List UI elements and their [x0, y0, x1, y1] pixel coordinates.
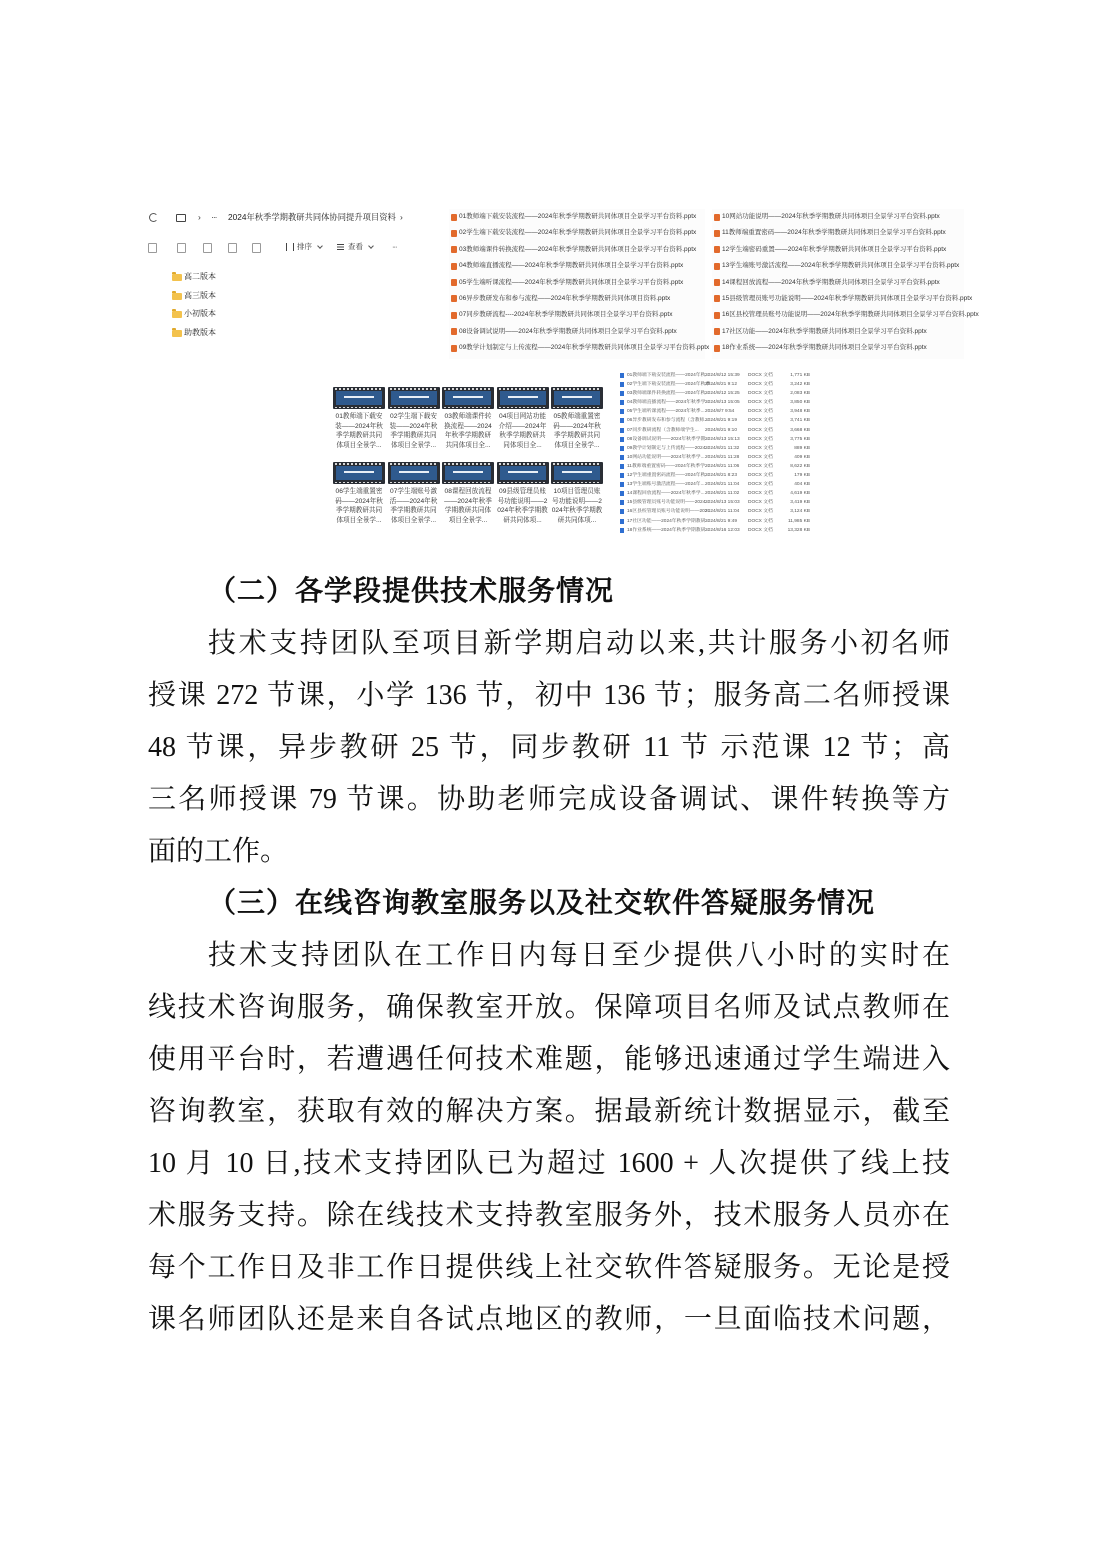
file-name: 09教学计划制定与上传流程——2024年秋季学期教研共同体项目全景学习平台资料.pptx	[459, 344, 710, 352]
paragraph-line: 每个工作日及非工作日提供线上社交软件答疑服务。无论是授	[148, 1252, 950, 1283]
file-item[interactable]	[449, 242, 705, 258]
pptx-file-icon	[451, 279, 457, 286]
paragraph-line: 三名师授课 79 节课。协助老师完成设备调试、课件转换等方	[148, 784, 950, 815]
file-type: DOCX 文档	[748, 373, 773, 378]
modified-date: 2024/8/16 12:03	[705, 527, 740, 533]
file-item[interactable]	[712, 307, 979, 323]
folder-list	[172, 268, 292, 343]
paragraph-line: 线技术咨询服务，确保教室开放。保障项目名师及试点教师在	[148, 992, 950, 1023]
file-size: 3,775 KB	[790, 436, 810, 442]
docx-details-list	[617, 371, 817, 537]
file-item[interactable]	[712, 324, 964, 340]
file-name: 08设备调试说明——2024年秋季学期教研共同体项目全景学习平台资料.pptx	[459, 327, 677, 335]
folder-icon	[172, 293, 182, 300]
modified-date: 2024/8/21 11:04	[705, 509, 740, 515]
docx-file-icon	[620, 418, 624, 423]
modified-date: 2024/8/7 9:54	[705, 409, 735, 415]
video-item[interactable]	[388, 462, 440, 537]
video-thumbnail[interactable]	[497, 462, 549, 484]
file-type: DOCX 文档	[748, 436, 773, 442]
table-row[interactable]	[617, 471, 817, 480]
file-item[interactable]	[712, 225, 964, 241]
file-name: 16区县校管理员账号功能说明——202...	[627, 509, 712, 515]
pptx-file-icon	[714, 230, 720, 237]
video-file-name: 05教师端重置密码——2024年秋季学期教研共同体项目全景学...	[553, 413, 601, 449]
paragraph-line: 48 节课，异步教研 25 节，同步教研 11 节 示范课 12 节；高	[148, 732, 950, 763]
file-name: 06异步教研发布和参与流程（含教师...	[627, 418, 709, 424]
file-size: 2,083 KB	[790, 391, 810, 397]
file-type: DOCX 文档	[748, 509, 773, 515]
pptx-file-icon	[451, 328, 457, 335]
table-row[interactable]	[617, 435, 817, 444]
video-thumbnail[interactable]	[442, 462, 494, 484]
slide-preview	[500, 466, 546, 480]
table-row[interactable]	[617, 480, 817, 489]
folder-name: 高三版本	[184, 290, 216, 300]
modified-date: 2024/8/21 11:02	[705, 491, 740, 497]
video-thumbnail[interactable]	[388, 387, 440, 409]
file-name: 10网站功能说明——2024年秋季学...	[627, 454, 705, 460]
slide-preview	[554, 466, 600, 480]
file-type: DOCX 文档	[748, 409, 773, 415]
modified-date: 2024/8/13 15:13	[705, 436, 740, 442]
docx-file-icon	[620, 400, 624, 405]
file-name: 18作业系统——2024年秋季学期教研共同体项目全景学习平台资料.pptx	[722, 344, 927, 352]
folder-name: 助教版本	[184, 328, 216, 338]
table-row[interactable]	[617, 517, 817, 526]
video-item[interactable]	[442, 462, 494, 537]
modified-date: 2024/8/13 15:03	[705, 500, 740, 506]
file-name: 09教学计划制定与上传流程——2024...	[627, 445, 710, 451]
video-item[interactable]	[497, 462, 549, 537]
file-name: 01教师端下载安装流程——2024年秋季学期教研共同体项目全景学习平台资料.pptx	[459, 213, 697, 220]
file-explorer-screenshot	[145, 205, 427, 355]
file-name: 11教师端重置密码——2024年秋季学期教研共同体项目全景学习平台资料.pptx	[722, 229, 946, 237]
folder-item[interactable]	[172, 305, 292, 324]
docx-file-icon	[620, 391, 624, 396]
paragraph-line: 咨询教室，获取有效的解决方案。据最新统计数据显示，截至	[148, 1096, 950, 1127]
file-size: 13,328 KB	[787, 527, 810, 533]
file-name: 07同步教研流程（含教师端学生...	[627, 427, 699, 433]
file-name: 07同步教研流程----2024年秋季学期教研共同体项目全景学习平台资料.pptx	[459, 311, 673, 319]
file-item[interactable]	[712, 275, 964, 291]
folder-item[interactable]	[172, 324, 292, 343]
slide-preview	[391, 466, 437, 480]
pptx-file-icon	[451, 214, 457, 221]
slide-preview	[336, 391, 382, 405]
video-file-name: 08课程回放流程——2024年秋季学期教研共同体项目全景学...	[444, 488, 492, 524]
section-heading: （三）在线咨询教室服务以及社交软件答疑服务情况	[208, 888, 876, 919]
file-size: 889 KB	[794, 445, 810, 451]
file-name: 05学生端听课流程——2024年秋季学期教研共同体项目全景学习平台资料.pptx	[459, 278, 684, 286]
table-row[interactable]	[617, 380, 817, 389]
pptx-file-icon	[714, 214, 720, 221]
chevron-down-icon[interactable]	[368, 243, 374, 249]
breadcrumb-more-button[interactable]: ···	[211, 212, 217, 222]
modified-date: 2024/8/13 15:05	[705, 400, 740, 406]
file-name: 12学生端重置密码流程——2024年秋...	[627, 473, 710, 479]
modified-date: 2024/8/21 8:23	[705, 473, 738, 479]
file-name: 05学生端听课流程——2024年秋季...	[627, 409, 705, 415]
section-heading: （二）各学段提供技术服务情况	[208, 576, 615, 607]
modified-date: 2024/8/21 11:28	[705, 454, 740, 460]
table-row[interactable]	[617, 453, 817, 462]
chevron-down-icon[interactable]	[317, 243, 323, 249]
docx-file-icon	[620, 373, 624, 378]
file-size: 3,850 KB	[790, 400, 810, 406]
table-row[interactable]	[617, 507, 817, 516]
modified-date: 2024/8/21 9:19	[705, 418, 738, 424]
table-row[interactable]	[617, 444, 817, 453]
docx-file-icon	[620, 446, 624, 451]
table-row[interactable]	[617, 407, 817, 416]
video-file-name: 01教师端下载安装——2024年秋季学期教研共同体项目全景学...	[335, 413, 383, 449]
pptx-file-icon	[714, 295, 720, 302]
pptx-file-list-2	[712, 209, 979, 359]
docx-file-icon	[620, 509, 624, 514]
file-name: 03教师端课件转换流程——2024年秋...	[627, 391, 710, 397]
sort-button[interactable]: 排序	[297, 242, 312, 251]
file-name: 16区县校管理员账号功能说明——2024年秋季学期教研共同体项目全景学习平台资料.pptx	[722, 311, 979, 319]
video-thumbnail[interactable]	[551, 462, 603, 484]
file-item[interactable]	[449, 275, 705, 291]
folder-name: 高二版本	[184, 272, 216, 281]
table-row[interactable]	[617, 426, 817, 435]
file-type: DOCX 文档	[748, 382, 773, 388]
folder-item[interactable]	[172, 268, 292, 287]
pptx-file-icon	[714, 345, 720, 352]
folder-icon	[172, 274, 182, 281]
file-name: 08设备调试说明——2024年秋季学期...	[627, 436, 710, 442]
file-name: 10网站功能说明——2024年秋季学期教研共同体项目全景学习平台资料.pptx	[722, 213, 940, 220]
pptx-file-icon	[714, 312, 720, 319]
file-type: DOCX 文档	[748, 518, 773, 524]
file-type: DOCX 文档	[748, 482, 773, 488]
file-type: DOCX 文档	[748, 500, 773, 506]
video-thumbnail[interactable]	[551, 387, 603, 409]
refresh-icon[interactable]	[149, 213, 158, 222]
table-row[interactable]	[617, 489, 817, 498]
file-item[interactable]	[712, 258, 964, 274]
paragraph-line: 10 月 10 日,技术支持团队已为超过 1600 + 人次提供了线上技	[148, 1148, 950, 1179]
pptx-file-icon	[451, 295, 457, 302]
video-item[interactable]	[333, 462, 385, 537]
file-type: DOCX 文档	[748, 473, 773, 479]
docx-file-icon	[620, 473, 624, 478]
video-file-name: 03教师端课件转换流程——2024年秋季学期教研共同体项目全...	[444, 413, 492, 449]
docx-file-icon	[620, 519, 624, 524]
video-item[interactable]	[442, 387, 494, 462]
video-item[interactable]	[551, 462, 603, 537]
paragraph-line: 技术支持团队在工作日内每日至少提供八小时的实时在	[208, 940, 950, 971]
file-name: 15县级管理员账号功能说明——2024年秋季学期教研共同体项目全景学习平台资料.pptx	[722, 294, 973, 302]
body-text	[148, 566, 950, 1346]
file-size: 1,771 KB	[790, 373, 810, 378]
file-name: 02学生端下载安装流程——2024年秋季...	[627, 382, 715, 388]
file-size: 11,985 KB	[787, 518, 810, 524]
file-item[interactable]	[449, 258, 705, 274]
pptx-file-icon	[714, 263, 720, 270]
file-name: 14课程回放流程——2024年秋季学...	[627, 491, 705, 497]
file-item[interactable]	[712, 291, 973, 307]
file-type: DOCX 文档	[748, 400, 773, 406]
pptx-file-icon	[714, 246, 720, 253]
modified-date: 2024/8/21 11:06	[705, 463, 740, 469]
file-name: 04教师端直播流程——2024年秋季学期教研共同体项目全景学习平台资料.pptx	[459, 262, 684, 270]
video-thumbnail-grid	[333, 387, 605, 537]
file-type: DOCX 文档	[748, 463, 773, 469]
video-file-name: 10项目管理员账号功能说明——2024年秋季学期教研共同体项...	[551, 488, 603, 524]
file-type: DOCX 文档	[748, 391, 773, 397]
docx-file-icon	[620, 464, 624, 469]
file-name: 17社区功能——2024年秋季学期教研共同体项目全景学习平台资料.pptx	[722, 327, 927, 335]
pptx-file-icon	[451, 263, 457, 270]
file-name: 13学生端账号激活流程——2024年...	[627, 482, 705, 488]
address-bar	[145, 210, 427, 224]
video-file-name: 06学生端重置密码——2024年秋季学期教研共同体项目全景学...	[335, 488, 383, 524]
table-row[interactable]	[617, 398, 817, 407]
chevron-right-icon: ›	[198, 212, 201, 222]
video-file-name: 09县级管理员账号功能说明——2024年秋季学期教研共同体项...	[497, 488, 548, 524]
share-icon[interactable]	[252, 243, 261, 253]
table-row[interactable]	[617, 371, 817, 380]
file-name: 13学生端账号激活流程——2024年秋季学期教研共同体项目全景学习平台资料.pptx	[722, 262, 960, 270]
file-name: 18作业系统——2024年秋季学期教研...	[627, 527, 710, 533]
table-row[interactable]	[617, 389, 817, 398]
slide-preview	[391, 391, 437, 405]
file-item[interactable]	[449, 324, 705, 340]
file-size: 179 KB	[794, 473, 810, 479]
file-item[interactable]	[712, 242, 964, 258]
slide-preview	[445, 466, 491, 480]
video-thumbnail[interactable]	[333, 462, 385, 484]
file-name: 15县级管理员账号功能说明——2024...	[627, 500, 710, 506]
paragraph-line: 使用平台时，若遭遇任何技术难题，能够迅速通过学生端进入	[148, 1044, 950, 1075]
modified-date: 2024/8/21 11:04	[705, 482, 740, 488]
folder-icon	[172, 311, 182, 318]
file-size: 3,419 KB	[790, 500, 810, 506]
pptx-file-icon	[714, 279, 720, 286]
folder-icon	[172, 330, 182, 337]
cut-icon[interactable]	[148, 243, 157, 253]
pptx-file-list-1	[449, 209, 710, 359]
video-thumbnail[interactable]	[442, 387, 494, 409]
rename-icon[interactable]	[228, 243, 237, 253]
docx-file-icon	[620, 428, 624, 433]
modified-date: 2024/8/12 15:39	[705, 373, 740, 378]
copy-icon[interactable]	[177, 243, 186, 253]
file-item[interactable]	[449, 340, 710, 356]
table-row[interactable]	[617, 526, 817, 535]
file-type: DOCX 文档	[748, 445, 773, 451]
file-name: 03教师端课件转换流程——2024年秋季学期教研共同体项目全景学习平台资料.pptx	[459, 245, 697, 253]
pptx-file-icon	[451, 230, 457, 237]
file-item[interactable]	[449, 291, 705, 307]
paste-icon[interactable]	[203, 243, 212, 253]
video-item[interactable]	[333, 387, 385, 462]
file-type: DOCX 文档	[748, 454, 773, 460]
this-pc-icon[interactable]	[176, 214, 186, 222]
file-size: 3,242 KB	[790, 382, 810, 388]
file-type: DOCX 文档	[748, 427, 773, 433]
file-size: 3,741 KB	[790, 418, 810, 424]
folder-item[interactable]	[172, 287, 292, 306]
file-name: 17社区功能——2024年秋季学期教研...	[627, 518, 710, 524]
modified-date: 2024/8/21 9:10	[705, 427, 738, 433]
slide-preview	[554, 391, 600, 405]
file-name: 01教师端下载安装流程——2024年秋...	[627, 373, 710, 378]
video-file-name: 04项目网站功能介绍——2024年秋季学期教研共同体项目全...	[498, 413, 547, 449]
modified-date: 2024/8/21 11:32	[705, 445, 740, 451]
table-row[interactable]	[617, 416, 817, 425]
paragraph-line: 术服务支持。除在线技术支持教室服务外，技术服务人员亦在	[148, 1200, 950, 1231]
docx-file-icon	[620, 409, 624, 414]
file-item[interactable]	[449, 225, 705, 241]
file-item[interactable]	[712, 340, 964, 356]
file-name: 14课程回放流程——2024年秋季学期教研共同体项目全景学习平台资料.pptx	[722, 278, 940, 286]
table-row[interactable]	[617, 462, 817, 471]
video-file-name: 07学生端账号激活——2024年秋季学期教研共同体项目全景学...	[389, 488, 438, 524]
file-name: 02学生端下载安装流程——2024年秋季学期教研共同体项目全景学习平台资料.pptx	[459, 229, 697, 237]
explorer-toolbar	[145, 241, 427, 253]
modified-date: 2024/8/21 9:12	[705, 382, 738, 388]
file-size: 404 KB	[794, 482, 810, 488]
docx-file-icon	[620, 437, 624, 442]
docx-file-icon	[620, 528, 624, 533]
file-size: 409 KB	[794, 454, 810, 460]
file-name: 04教师端直播流程——2024年秋季学...	[627, 400, 710, 406]
file-name: 11教师端重置密码——2024年秋季学...	[627, 463, 710, 469]
modified-date: 2024/8/21 9:49	[705, 518, 738, 524]
video-thumbnail[interactable]	[333, 387, 385, 409]
video-item[interactable]	[551, 387, 603, 462]
paragraph	[148, 618, 950, 878]
file-item[interactable]	[449, 209, 705, 225]
docx-file-icon	[620, 482, 624, 487]
folder-name: 小初版本	[184, 309, 216, 319]
file-size: 3,668 KB	[790, 427, 810, 433]
video-item[interactable]	[388, 387, 440, 462]
modified-date: 2024/8/12 15:25	[705, 391, 740, 397]
toolbar-more-button[interactable]: ···	[392, 242, 397, 251]
docx-file-icon	[620, 500, 624, 505]
file-type: DOCX 文档	[748, 491, 773, 497]
video-thumbnail[interactable]	[497, 387, 549, 409]
pptx-file-icon	[451, 246, 457, 253]
chevron-right-icon: ›	[400, 212, 403, 222]
table-row[interactable]	[617, 498, 817, 507]
pptx-file-icon	[714, 328, 720, 335]
file-size: 8,622 KB	[790, 463, 810, 469]
slide-preview	[336, 466, 382, 480]
file-name: 12学生端密码重置——2024年秋季学期教研共同体项目全景学习平台资料.pptx	[722, 245, 947, 253]
docx-file-icon	[620, 491, 624, 496]
file-item[interactable]	[449, 307, 705, 323]
file-size: 3,948 KB	[790, 409, 810, 415]
paragraph-line: 课名师团队还是来自各试点地区的教师，一旦面临技术问题，	[148, 1304, 950, 1335]
sort-icon[interactable]	[286, 243, 294, 251]
paragraph-line: 技术支持团队至项目新学期启动以来,共计服务小初名师	[208, 628, 950, 659]
file-item[interactable]	[712, 209, 964, 225]
pptx-file-icon	[451, 312, 457, 319]
video-file-name: 02学生端下载安装——2024年秋季学期教研共同体项目全景学...	[389, 413, 438, 449]
pptx-file-icon	[451, 345, 457, 352]
view-button[interactable]: 查看	[348, 242, 363, 251]
file-type: DOCX 文档	[748, 527, 773, 533]
breadcrumb-current-folder[interactable]: 2024年秋季学期教研共同体协同提升项目资料	[228, 212, 396, 222]
view-icon[interactable]	[337, 244, 344, 245]
video-thumbnail[interactable]	[388, 462, 440, 484]
file-type: DOCX 文档	[748, 418, 773, 424]
slide-preview	[500, 391, 546, 405]
file-size: 3,124 KB	[790, 509, 810, 515]
docx-file-icon	[620, 382, 624, 387]
paragraph	[148, 930, 950, 1346]
docx-file-icon	[620, 455, 624, 460]
file-name: 06异步教研发布和参与流程——2024年秋季学期教研共同体项目资料.pptx	[459, 294, 671, 302]
paragraph-line: 授课 272 节课，小学 136 节，初中 136 节；服务高二名师授课	[148, 680, 950, 711]
slide-preview	[445, 391, 491, 405]
paragraph-line: 面的工作。	[148, 836, 289, 867]
file-size: 4,619 KB	[790, 491, 810, 497]
video-item[interactable]	[497, 387, 549, 462]
